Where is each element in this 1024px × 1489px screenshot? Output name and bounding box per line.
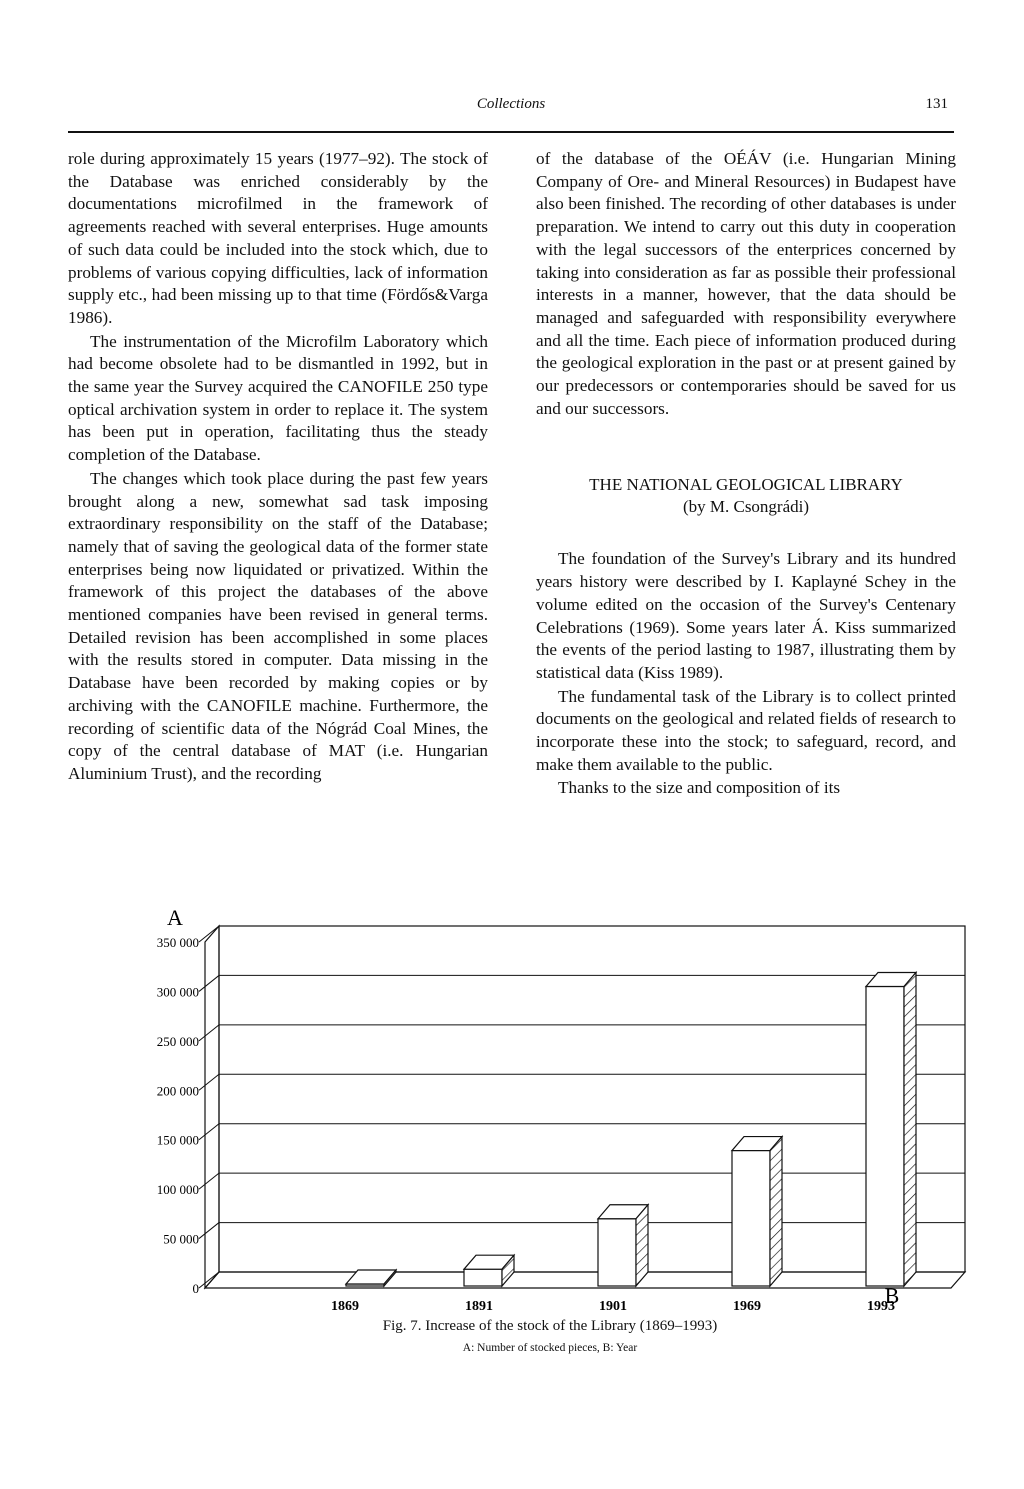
y-tick-mark — [199, 926, 219, 942]
bar-front-1891 — [464, 1269, 502, 1286]
section-heading — [536, 474, 956, 518]
bar-side-1969 — [770, 1137, 782, 1286]
bar-front-1969 — [732, 1151, 770, 1286]
chart-gridlines — [219, 926, 965, 1223]
left-paragraph-3: The changes which took place during the past few years brought along a new, somewhat sad task imposing extraordinary responsibility on the staff of the Database; namely that of saving the geological data of the former state enterprises being now liquidated or privatized. Within the framework of this project the databases of the above mentioned companies have been revised in general terms. Detailed revision has been accomplished in some places with the results stored in computer. Data missing in the Database have been recorded by making copies or by archiving with the CANOFILE machine. Furthermore, the recording of scientific data of the Nógrád Coal Mines, the copy of the central database of MAT (i.e. Hungarian Aluminium Trust), and the recording — [68, 468, 488, 783]
left-paragraph-2: The instrumentation of the Microfilm Laboratory which had become obsolete had to be dismantled in 1992, but in the same year the Survey acquired the CANOFILE 250 type optical archivation system in order to replace it. The system has been put in operation, facilitating thus the steady completion of the Database. — [68, 331, 488, 465]
y-tick-label: 300 000 — [156, 984, 199, 1000]
y-axis-ticks — [157, 926, 219, 1296]
y-tick-label: 150 000 — [156, 1132, 199, 1148]
running-title: Collections — [476, 96, 546, 112]
x-axis-title: B — [884, 1283, 900, 1308]
right-paragraph-1: The foundation of the Survey's Library and its hundred years history were described by I. Kaplayné Schey in the volume edited on the occasion of the Survey's Centenary Celebrations (1969). Some years later Á. Kiss summarized the events of the period lasting to 1987, illustrating them by statistical data (Kiss 1989). — [536, 549, 956, 682]
y-tick-mark — [199, 1223, 219, 1239]
running-head — [68, 92, 954, 122]
y-tick-label: 50 000 — [163, 1231, 199, 1247]
right-paragraph-3: Thanks to the size and composition of its — [558, 778, 841, 798]
x-axis-ticks — [331, 1299, 895, 1314]
chart-back-wall — [219, 926, 965, 1272]
chart-bars — [346, 972, 916, 1286]
chart-svg — [100, 890, 1000, 1320]
y-tick-mark — [199, 1025, 219, 1041]
bar-side-1901 — [636, 1205, 648, 1286]
chart-left-wall — [205, 926, 219, 1288]
header-rule — [68, 131, 954, 133]
right-column — [536, 148, 956, 801]
page-number: 131 — [925, 96, 948, 112]
section-heading-author: (by M. Csongrádi) — [682, 497, 810, 517]
left-column — [68, 148, 488, 787]
chart-frame — [205, 926, 965, 1288]
x-tick-label: 1969 — [733, 1299, 761, 1314]
y-tick-label: 350 000 — [156, 935, 199, 950]
y-tick-label: 0 — [192, 1281, 199, 1296]
y-tick-mark — [199, 1173, 219, 1189]
figure-caption: Fig. 7. Increase of the stock of the Library (1869–1993) — [382, 1318, 718, 1334]
x-tick-label: 1993 — [867, 1299, 895, 1314]
y-tick-mark — [199, 975, 219, 991]
bar-front-1993 — [866, 986, 904, 1286]
section-heading-title: THE NATIONAL GEOLOGICAL LIBRARY — [589, 475, 903, 495]
left-paragraph-1: role during approximately 15 years (1977–92). The stock of the Database was enriched considerably by the documentations microfilmed in the framework of agreements reached with several enterprises. Huge amounts of such data could be included into the stock which, due to problems of various copying difficulties, lack of information supply etc., had been missing up to that time (Fördős&Varga 1986). — [68, 149, 488, 327]
chart-floor — [205, 1272, 965, 1288]
x-tick-label: 1901 — [599, 1299, 627, 1314]
bar-side-1993 — [904, 972, 916, 1286]
bar-front-1901 — [598, 1219, 636, 1286]
x-tick-label: 1891 — [465, 1299, 493, 1314]
right-paragraph-2: The fundamental task of the Library is to collect printed documents on the geological and related fields of research to incorporate these into the stock; to safeguard, record, and make them available to the public. — [536, 686, 956, 774]
y-tick-mark — [199, 1124, 219, 1140]
library-stock-chart — [100, 890, 1000, 1360]
y-tick-mark — [199, 1272, 219, 1288]
figure-caption-legend: A: Number of stocked pieces, B: Year — [462, 1342, 638, 1354]
right-continuation-paragraph: of the database of the OÉÁV (i.e. Hungarian Mining Company of Ore- and Mineral Resources) in Budapest have also been finished. The recording of other databases is under preparation. We intend to carry out this duty in cooperation with the legal successors of the enterprices concerned by taking into consideration as far as possible their professional interests in a manner, however, that the data should be managed and safeguarded with responsibility everywhere and all the time. Each piece of information produced during the geological exploration in the past or at present gained by our predecessors or contemporaries should be saved for us and our successors. — [536, 149, 956, 418]
x-tick-label: 1869 — [331, 1299, 359, 1314]
y-axis-title: A — [167, 905, 183, 930]
y-tick-label: 200 000 — [156, 1083, 199, 1099]
y-tick-label: 250 000 — [156, 1033, 199, 1049]
y-tick-label: 100 000 — [156, 1182, 199, 1198]
y-tick-mark — [199, 1074, 219, 1090]
